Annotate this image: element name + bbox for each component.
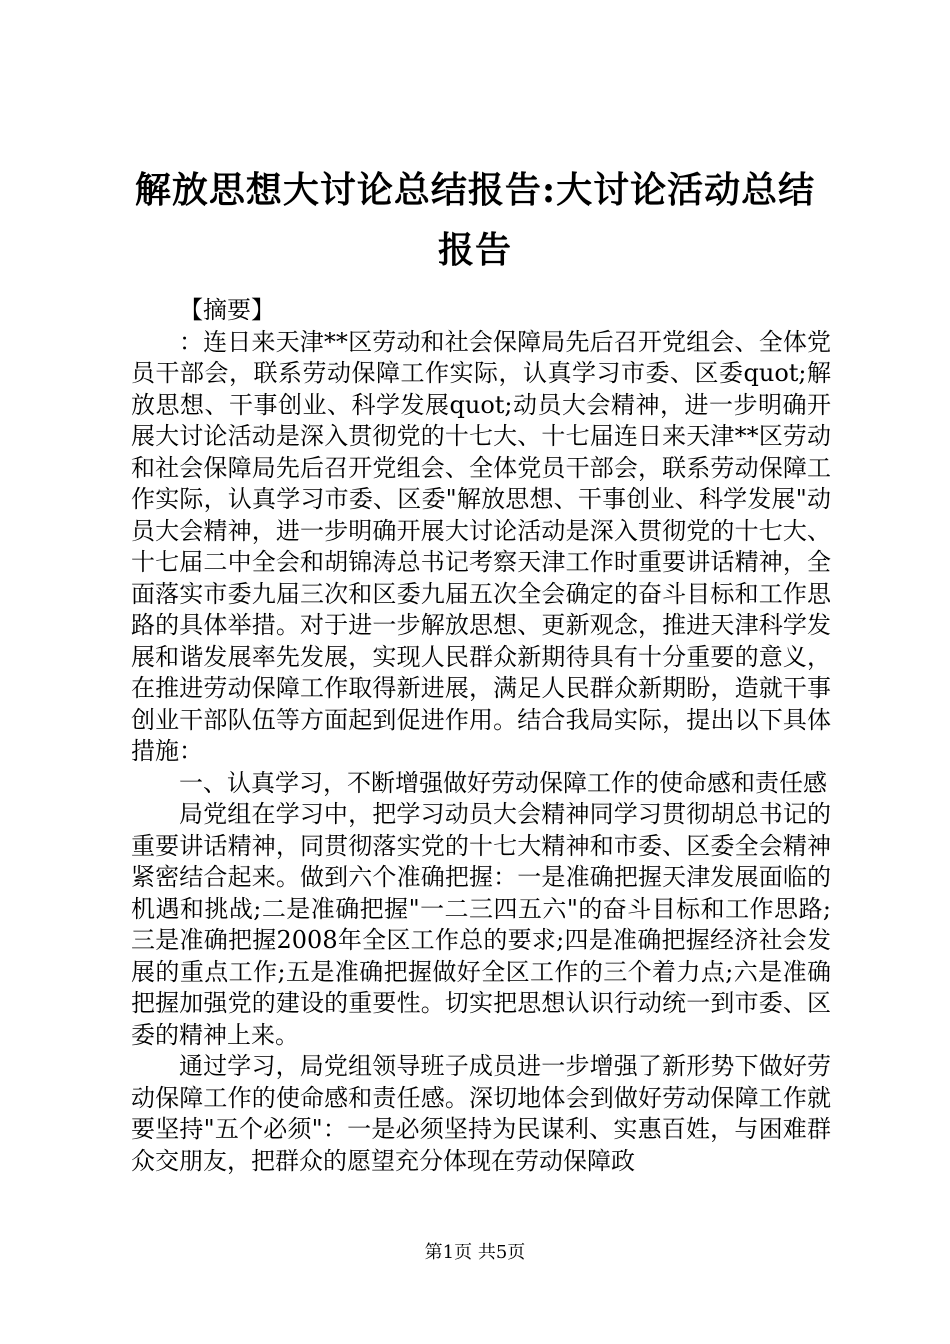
abstract-label: 【摘要】: [179, 296, 275, 324]
document-title: 解放思想大讨论总结报告:大讨论活动总结报告: [134, 169, 816, 271]
paragraph-abstract: ：连日来天津**区劳动和社会保障局先后召开党组会、全体党员干部会，联系劳动保障工作实际，认真学习市委、区委quot;解放思想、干事创业、科学发展quot;动员大会精神，进一步明确开展大讨论活动是深入贯彻党的十七大、十七届连日来天津**区劳动和社会保障局先后召开党组会、全体党员干部会，联系劳动保障工作实际，认真学习市委、区委"解放思想、干事创业、科学发展"动员大会精神，进一步明确开展大讨论活动是深入贯彻党的十七大、十七届二中全会和胡锦涛总书记考察天津工作时重要讲话精神，全面落实市委九届三次和区委九届五次全会确定的奋斗目标和工作思路的具体举措。对于进一步解放思想、更新观念，推进天津科学发展和谐发展率先发展，实现人民群众新期待具有十分重要的意义，在推进劳动保障工作取得新进展，满足人民群众新期盼，造就干事创业干部队伍等方面起到促进作用。结合我局实际，提出以下具体措施：: [131, 327, 831, 765]
document-body: [131, 295, 831, 1177]
paragraph-study: 局党组在学习中，把学习动员大会精神同学习贯彻胡总书记的重要讲话精神，同贯彻落实党的十七大精神和市委、区委全会精神紧密结合起来。做到六个准确把握：一是准确把握天津发展面临的机遇和挑战;二是准确把握"一二三四五六"的奋斗目标和工作思路;三是准确把握2008年全区工作总的要求;四是准确把握经济社会发展的重点工作;五是准确把握做好全区工作的三个着力点;六是准确把握加强党的建设的重要性。切实把思想认识行动统一到市委、区委的精神上来。: [131, 800, 831, 1049]
section-heading-1: 一、认真学习，不断增强做好劳动保障工作的使命感和责任感: [179, 768, 827, 797]
page-footer: 第1页 共5页: [424, 1242, 526, 1263]
paragraph-result: 通过学习，局党组领导班子成员进一步增强了新形势下做好劳动保障工作的使命感和责任感。深切地体会到做好劳动保障工作就要坚持"五个必须"：一是必须坚持为民谋利、实惠百姓，与困难群众交朋友，把群众的愿望充分体现在劳动保障政: [131, 1052, 831, 1175]
